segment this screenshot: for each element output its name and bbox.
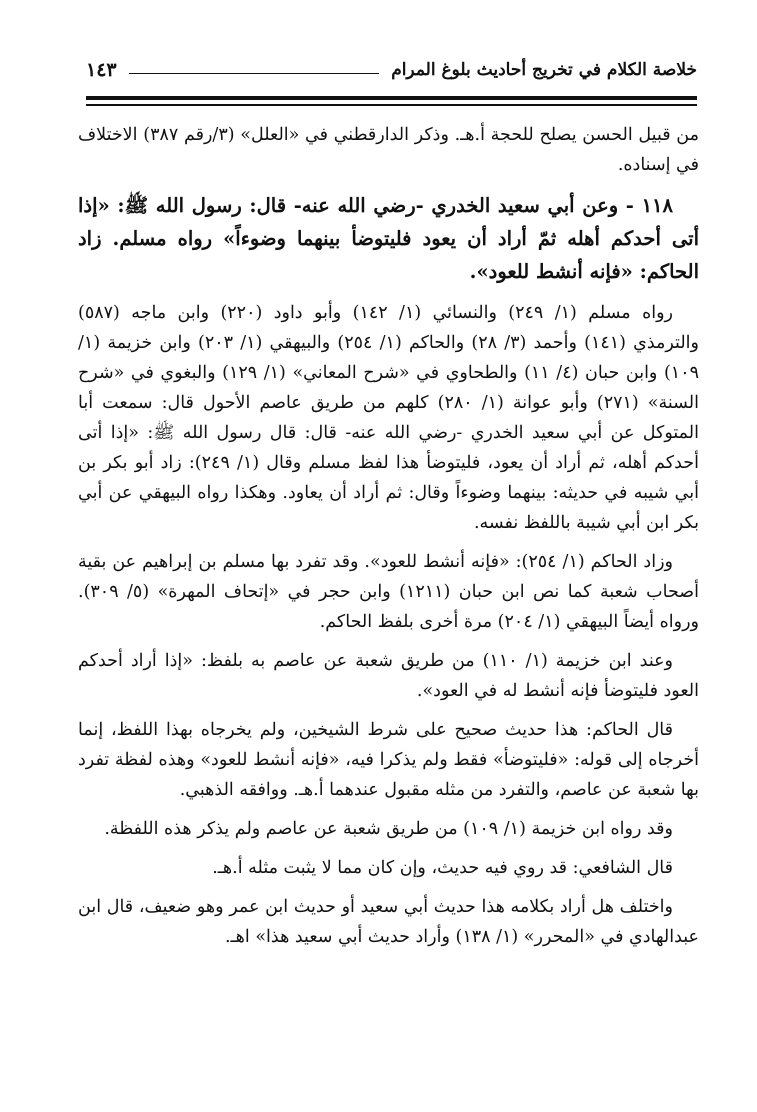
paragraph-continuation: من قبيل الحسن يصلح للحجة أ.هـ. وذكر الدارقطني في «العلل» (٣/رقم ٣٨٧) الاختلاف في إسناده. (78, 125, 699, 175)
header-title: خلاصة الكلام في تخريج أحاديث بلوغ المرام (391, 60, 697, 80)
running-header (86, 52, 697, 88)
paragraph-shafii: قال الشافعي: قد روي فيه حديث، وإن كان مما لا يثبت مثله أ.هـ. (212, 858, 673, 878)
header-rule-thick (86, 96, 697, 100)
hadith-118-text: ١١٨ - وعن أبي سعيد الخدري -رضي الله عنه- قال: رسول الله ﷺ: «إذا أتى أحدكم أهله ثمّ أراد أن يعود فليتوضأ بينهما وضوءاً» رواه مسلم. زاد الحاكم: «فإنه أنشط للعود». (78, 194, 699, 283)
page-body (78, 120, 699, 961)
paragraph-ibn-khuzaymah-2: وقد رواه ابن خزيمة (١/ ١٠٩) من طريق شعبة عن عاصم ولم يذكر هذه اللفظة. (104, 819, 673, 839)
paragraph-ikhtilaf: واختلف هل أراد بكلامه هذا حديث أبي سعيد أو حديث ابن عمر وهو ضعيف، قال ابن عبدالهادي في «المحرر» (١/ ١٣٨) وأراد حديث أبي سعيد هذا» اهـ. (78, 897, 699, 947)
page-number: ١٤٣ (86, 59, 117, 81)
paragraph-hakim-comment: قال الحاكم: هذا حديث صحيح على شرط الشيخين، ولم يخرجاه بهذا اللفظ، إنما أخرجاه إلى قوله: «فليتوضأ» فقط ولم يذكرا فيه، «فإنه أنشط للعود» وهذه لفظة تفرد بها شعبة عن عاصم، والتفرد من مثله مقبول عندهما أ.هـ. ووافقه الذهبي. (78, 720, 699, 800)
paragraph-hakim-addition: وزاد الحاكم (١/ ٢٥٤): «فإنه أنشط للعود». وقد تفرد بها مسلم بن إبراهيم عن بقية أصحاب شعبة كما نص ابن حبان (١٢١١) وابن حجر في «إتحاف المهرة» (٥/ ٣٠٩). ورواه أيضاً البيهقي (١/ ٢٠٤) مرة أخرى بلفظ الحاكم. (78, 552, 699, 632)
paragraph-ibn-khuzaymah: وعند ابن خزيمة (١/ ١١٠) من طريق شعبة عن عاصم به بلفظ: «إذا أراد أحدكم العود فليتوضأ فإنه أنشط له في العود». (78, 651, 699, 701)
header-rule-thin (86, 104, 697, 106)
header-dash-line (129, 73, 380, 74)
paragraph-takhrij: رواه مسلم (١/ ٢٤٩) والنسائي (١/ ١٤٢) وأبو داود (٢٢٠) وابن ماجه (٥٨٧) والترمذي (١٤١) وأحمد (٣/ ٢٨) والحاكم (١/ ٢٥٤) والبيهقي (١/ ٢٠٣) وابن خزيمة (١/ ١٠٩) وابن حبان (٤/ ١١) والطحاوي في «شرح المعاني» (١/ ١٢٩) والبغوي في «شرح السنة» (٢٧١) وأبو عوانة (١/ ٢٨٠) كلهم من طريق عاصم الأحول قال: سمعت أبا المتوكل عن أبي سعيد الخدري -رضي الله عنه- قال: قال رسول الله ﷺ: «إذا أتى أحدكم أهله، ثم أراد أن يعود، فليتوضأ هذا لفظ مسلم وقال (١/ ٢٤٩): زاد أبو بكر بن أبي شيبه في حديثه: بينهما وضوءاً وقال: ثم أراد أن يعاود. وهكذا رواه البيهقي عن أبي بكر ابن أبي شيبة باللفظ نفسه. (78, 303, 699, 533)
